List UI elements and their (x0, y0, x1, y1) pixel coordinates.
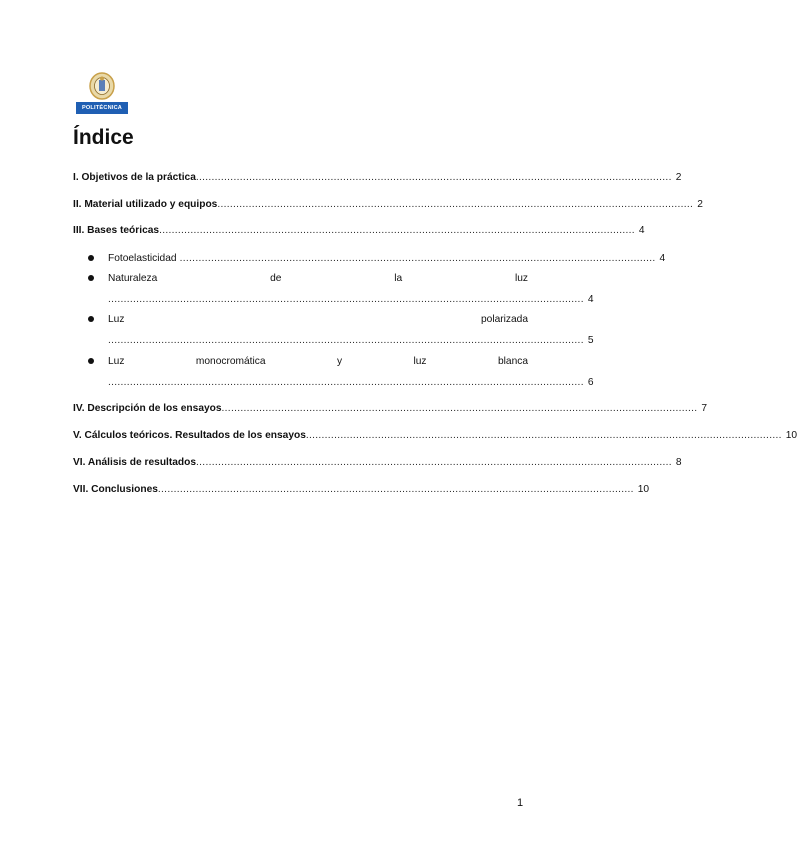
bullet-icon (88, 275, 94, 281)
toc-leader-dots: ........................................................................................................................................................ (108, 335, 584, 346)
logo-text: POLITÉCNICA (76, 102, 128, 114)
toc-subitem-label: Fotoelasticidad (108, 253, 177, 264)
toc-entry-label: I. Objetivos de la práctica (73, 172, 196, 183)
toc-subitem-word: y (336, 356, 343, 367)
toc-subitem[interactable] (88, 252, 666, 266)
toc-entry-label: V. Cálculos teóricos. Resultados de los ensayos (73, 430, 306, 441)
toc-entry-page: 7 (701, 403, 708, 414)
toc-leader-dots: ........................................................................................................................................................ (159, 225, 635, 236)
toc-entry[interactable] (73, 171, 682, 184)
toc-entry[interactable] (73, 456, 682, 469)
toc-leader-dots: ........................................................................................................................................................ (108, 294, 584, 305)
toc-subitem-word: monocromática (195, 356, 266, 367)
toc-entry-label: IV. Descripción de los ensayos (73, 403, 222, 414)
toc-subitem-word: Luz (108, 314, 125, 325)
toc-subitem-word: polarizada (480, 314, 528, 325)
university-logo (76, 72, 128, 118)
toc-subitem-page: 6 (587, 377, 594, 388)
toc-entry-label: VII. Conclusiones (73, 484, 158, 495)
bullet-icon (88, 358, 94, 364)
toc-subitem-page: 4 (659, 253, 666, 264)
toc-entry-page: 4 (638, 225, 645, 236)
toc-subitem-word: blanca (497, 356, 528, 367)
bullet-icon (88, 316, 94, 322)
toc-entry-page: 2 (675, 172, 682, 183)
toc-subitem[interactable] (88, 272, 594, 306)
bullet-icon (88, 255, 94, 261)
toc-leader-dots: ........................................................................................................................................................ (176, 253, 656, 264)
toc-leader-dots: ........................................................................................................................................................ (305, 430, 782, 441)
toc-subitem-word: de (270, 273, 282, 284)
toc-subitem[interactable] (88, 313, 594, 347)
toc-subitem-word: la (394, 273, 403, 284)
toc-leader-dots: ........................................................................................................................................................ (157, 484, 634, 495)
page-number: 1 (517, 797, 524, 809)
toc-subitem-page: 5 (587, 335, 594, 346)
toc-subitem-word: Naturaleza (108, 273, 158, 284)
toc-entry-page: 2 (697, 199, 703, 210)
toc-leader-dots: ........................................................................................................................................................ (217, 199, 694, 210)
toc-entry-page: 8 (675, 457, 682, 468)
toc-entry[interactable] (73, 429, 797, 442)
toc-entry-label: III. Bases teóricas (73, 225, 160, 236)
page-title: Índice (73, 126, 134, 149)
toc-subitem[interactable] (88, 355, 594, 389)
toc-entry[interactable] (73, 483, 650, 496)
toc-leader-dots: ........................................................................................................................................................ (108, 377, 584, 388)
toc-entry[interactable] (73, 402, 708, 415)
university-seal-icon (89, 72, 115, 100)
toc-entry-page: 10 (785, 430, 797, 441)
toc-leader-dots: ........................................................................................................................................................ (196, 457, 672, 468)
toc-leader-dots: ........................................................................................................................................................ (195, 172, 672, 183)
toc-entry-label: VI. Análisis de resultados (73, 457, 197, 468)
toc-subitem-word: luz (514, 273, 528, 284)
toc-entry[interactable] (73, 198, 703, 211)
toc-entry-page: 10 (637, 484, 650, 495)
toc-subitem-page: 4 (587, 294, 594, 305)
toc-entry[interactable] (73, 224, 645, 237)
toc-subitem-word: luz (413, 356, 427, 367)
toc-entry-label: II. Material utilizado y equipos (73, 199, 218, 210)
toc-leader-dots: ........................................................................................................................................................ (221, 403, 698, 414)
toc-subitem-word: Luz (108, 356, 125, 367)
